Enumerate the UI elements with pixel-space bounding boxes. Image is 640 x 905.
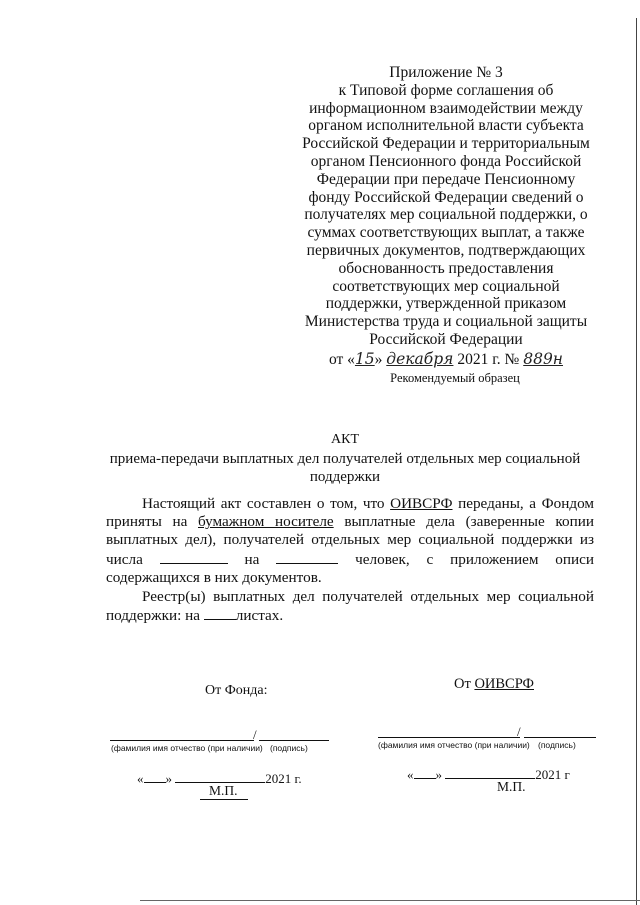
appendix-line: первичных документов, подтверждающих: [306, 241, 586, 259]
appendix-line: суммах соответствующих выплат, а также: [307, 224, 585, 242]
appendix-header: [290, 64, 602, 369]
blank-sheets[interactable]: [204, 606, 236, 620]
left-sign-line[interactable]: [259, 740, 329, 741]
left-fio-caption: (фамилия имя отчество (при наличии): [111, 743, 263, 753]
right-sign-caption: (подпись): [538, 740, 576, 750]
right-stamp-label: М.П.: [497, 779, 526, 794]
body-paragraph-1: [106, 495, 594, 587]
body-text: Настоящий акт составлен о том, что: [142, 495, 391, 512]
left-sign-caption: (подпись): [270, 743, 308, 753]
left-fio-line[interactable]: [110, 740, 254, 741]
body-text: выплатные дела (заверенные копии выплатных дел), получателей отдельных мер социальной поддержки из числа: [106, 513, 594, 568]
left-date-day-blank[interactable]: [144, 769, 166, 783]
left-stamp-label: М.П.: [209, 783, 238, 798]
body-text: листах.: [235, 607, 284, 625]
appendix-line: информационном взаимодействии между: [309, 99, 583, 117]
left-stamp-underline: [200, 799, 248, 800]
blank-date[interactable]: [276, 550, 338, 564]
date-open-quote: «: [137, 771, 144, 786]
appendix-line: Приложение № 3: [389, 64, 503, 81]
right-fio-line[interactable]: [378, 737, 520, 738]
body-text: Реестр(ы) выплатных дел получателей отдельных мер социальной поддержки: на: [106, 588, 594, 625]
body-org: ОИВСРФ: [390, 495, 453, 512]
date-open-quote: «: [407, 767, 414, 782]
appendix-line: фонду Российской Федерации сведений о: [308, 188, 584, 206]
appendix-line: органом Пенсионного фонда Российской: [310, 152, 582, 170]
date-year: 2021 г: [535, 767, 570, 782]
appendix-line: органом исполнительной власти субъекта: [308, 117, 584, 135]
act-body: [106, 495, 594, 625]
act-subtitle: приема-передачи выплатных дел получателей отдельных мер социальной поддержки: [109, 451, 581, 485]
body-medium: бумажном носителе: [198, 513, 334, 531]
scan-edge-bottom: [140, 900, 640, 901]
recommended-sample-label: Рекомендуемый образец: [390, 371, 520, 385]
order-date-prefix: от «: [328, 350, 355, 368]
appendix-line: к Типовой форме соглашения об: [338, 81, 554, 99]
left-date-month-blank[interactable]: [175, 769, 265, 783]
blank-category[interactable]: [160, 550, 228, 564]
right-sign-line[interactable]: [524, 737, 596, 738]
appendix-line: Российской Федерации: [369, 330, 523, 348]
order-date-line: [290, 351, 602, 369]
date-close-quote: »: [165, 771, 172, 786]
right-date-line: [407, 765, 570, 783]
appendix-line: обоснованность предоставления: [338, 259, 554, 277]
order-date-mid: »: [374, 350, 387, 368]
body-paragraph-2: [106, 588, 594, 625]
order-date-day: 15: [354, 349, 375, 368]
left-slash: /: [253, 727, 257, 742]
order-date-year: 2021 г. №: [453, 350, 524, 368]
from-prefix: От: [454, 676, 475, 692]
date-close-quote: »: [435, 767, 442, 782]
appendix-line: Федерации при передаче Пенсионному: [316, 170, 576, 188]
appendix-line: поддержки, утвержденной приказом: [325, 295, 567, 313]
right-date-month-blank[interactable]: [445, 765, 535, 779]
from-oivsrf-label: [454, 676, 534, 693]
act-title: АКТ: [331, 432, 359, 447]
from-org: ОИВСРФ: [474, 676, 534, 692]
from-fund-label: От Фонда:: [205, 683, 268, 698]
date-year: 2021 г.: [265, 771, 302, 786]
body-text: человек, с приложением описи содержащихся в них документов.: [106, 550, 595, 586]
right-slash: /: [517, 724, 521, 739]
appendix-line: Российской Федерации и территориальным: [302, 135, 590, 153]
right-date-day-blank[interactable]: [414, 765, 436, 779]
order-number: 889н: [523, 349, 564, 368]
appendix-line: Министерства труда и социальной защиты: [304, 313, 588, 331]
appendix-line: получателях мер социальной поддержки, о: [304, 206, 588, 224]
body-text: на: [227, 550, 277, 568]
body-text: переданы, а Фондом приняты на: [106, 495, 594, 531]
appendix-line: соответствующих мер социальной: [332, 277, 560, 295]
order-date-month: декабря: [386, 349, 454, 368]
right-fio-caption: (фамилия имя отчество (при наличии): [378, 740, 530, 750]
scan-edge-right: [636, 18, 637, 905]
